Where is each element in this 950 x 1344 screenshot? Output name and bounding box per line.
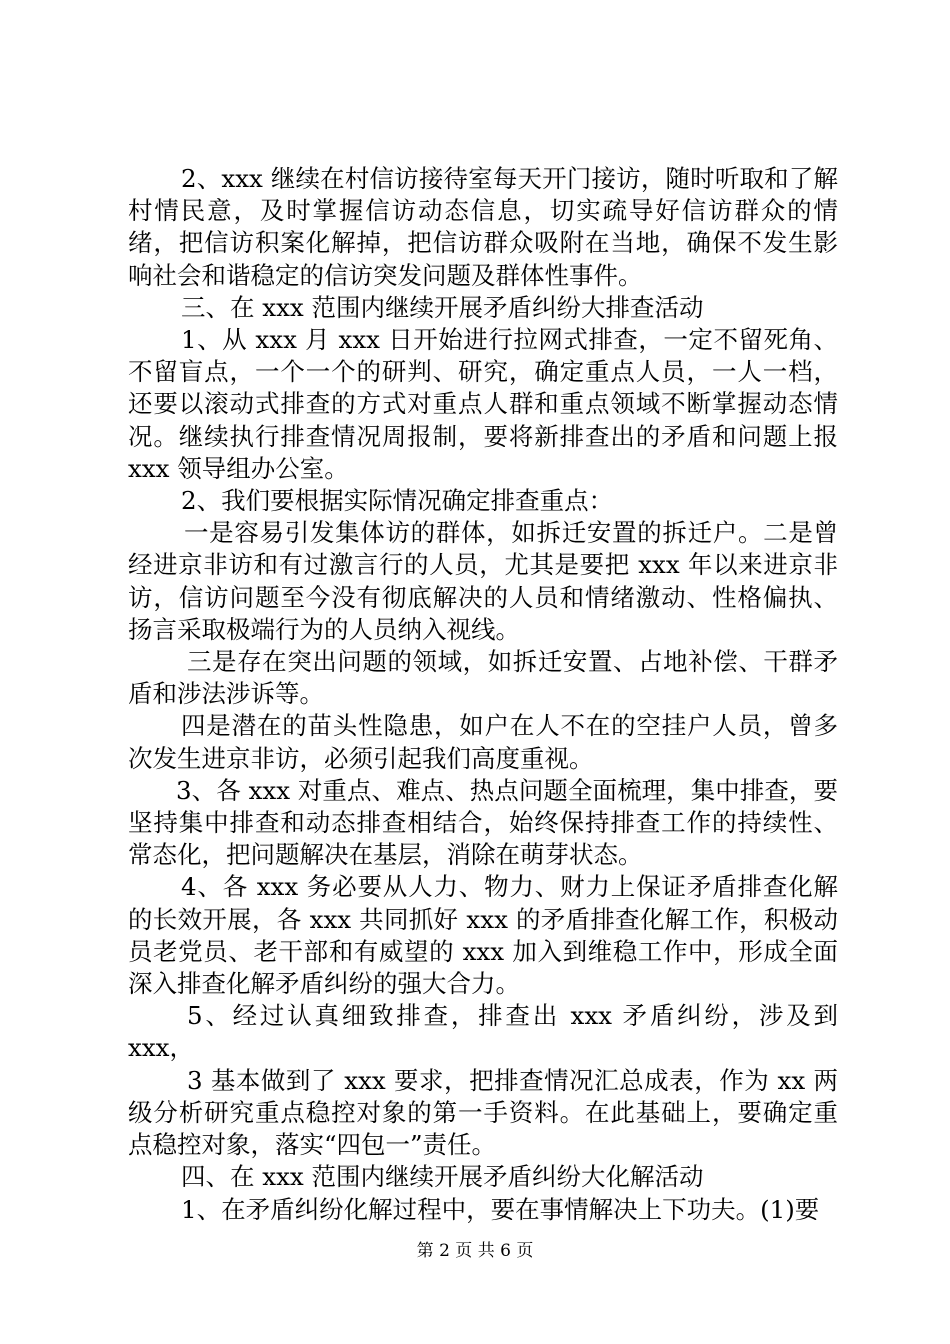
paragraph: 三是存在突出问题的领域，如拆迁安置、占地补偿、干群矛盾和涉法涉诉等。 — [128, 647, 838, 709]
paragraph: 一是容易引发集体访的群体，如拆迁安置的拆迁户。二是曾经进京非访和有过激言行的人员，尤其是要把 xxx 年以来进京非访，信访问题至今没有彻底解决的人员和情绪激动、性格偏执、扬言采取极端行为的人员纳入视线。 — [128, 518, 838, 644]
paragraph: 2、xxx 继续在村信访接待室每天开门接访，随时听取和了解村情民意，及时掌握信访动态信息，切实疏导好信访群众的情绪，把信访积案化解掉，把信访群众吸附在当地，确保不发生影响社会和谐稳定的信访突发问题及群体性事件。 — [128, 164, 838, 290]
paragraph: 3、各 xxx 对重点、难点、热点问题全面梳理，集中排查，要坚持集中排查和动态排查相结合，始终保持排查工作的持续性、常态化，把问题解决在基层，消除在萌芽状态。 — [128, 775, 838, 870]
paragraph: 4、各 xxx 务必要从人力、物力、财力上保证矛盾排查化解的长效开展，各 xxx 共同抓好 xxx 的矛盾排查化解工作，积极动员老党员、老干部和有威望的 xxx 加入到维稳工作中，形成全面深入排查化解矛盾纠纷的强大合力。 — [128, 872, 838, 999]
paragraph: 2、我们要根据实际情况确定排查重点： — [181, 486, 614, 516]
paragraph: 5、经过认真细致排查，排查出 xxx 矛盾纠纷，涉及到 xxx， — [128, 1001, 838, 1063]
paragraph: 四是潜在的苗头性隐患，如户在人不在的空挂户人员，曾多次发生进京非访，必须引起我们高度重视。 — [128, 711, 838, 773]
document-body — [128, 163, 838, 1226]
paragraph: 1、在矛盾纠纷化解过程中，要在事情解决上下功夫。(1)要 — [181, 1194, 820, 1224]
section-heading: 四、在 xxx 范围内继续开展矛盾纠纷大化解活动 — [181, 1162, 704, 1192]
page-footer: 第 2 页 共 6 页 — [416, 1241, 534, 1261]
paragraph: 1、从 xxx 月 xxx 日开始进行拉网式排查，一定不留死角、不留盲点，一个一个的研判、研究，确定重点人员，一人一档，还要以滚动式排查的方式对重点人群和重点领域不断掌握动态情况。继续执行排查情况周报制，要将新排查出的矛盾和问题上报 xxx 领导组办公室。 — [128, 325, 838, 483]
paragraph: 3 基本做到了 xxx 要求，把排查情况汇总成表，作为 xx 两级分析研究重点稳控对象的第一手资料。在此基础上，要确定重点稳控对象，落实“四包一”责任。 — [128, 1065, 838, 1160]
section-heading: 三、在 xxx 范围内继续开展矛盾纠纷大排查活动 — [181, 292, 704, 322]
